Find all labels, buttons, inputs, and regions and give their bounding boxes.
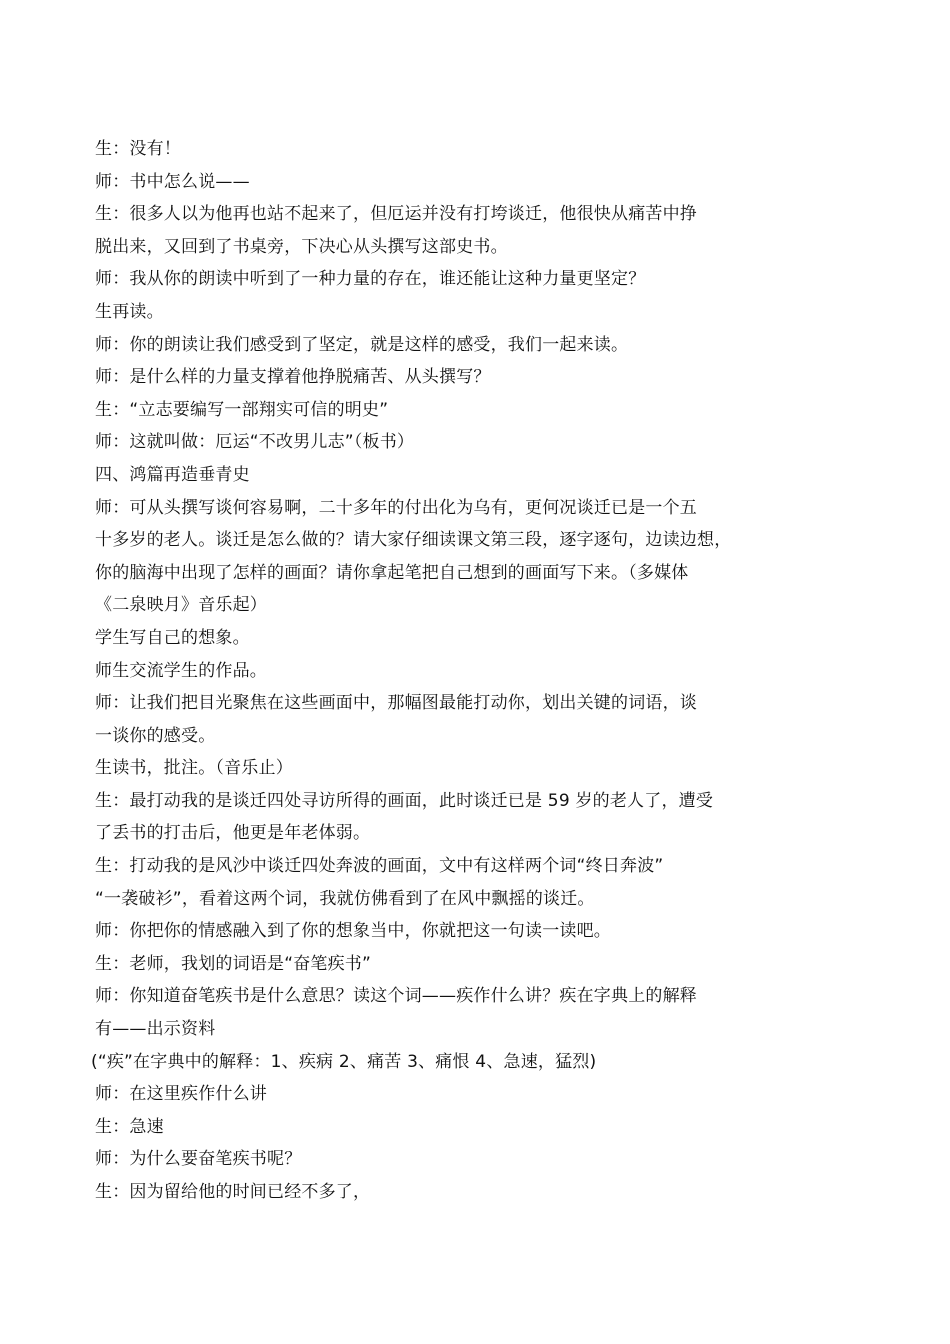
text-line: 师：你的朗读让我们感受到了坚定，就是这样的感受，我们一起来读。 bbox=[95, 334, 629, 355]
text-line: 十多岁的老人。谈迁是怎么做的？请大家仔细读课文第三段，逐字逐句，边读边想， bbox=[95, 530, 732, 551]
text-line: 师：我从你的朗读中听到了一种力量的存在，谁还能让这种力量更坚定？ bbox=[95, 269, 646, 290]
text-line: 一谈你的感受。 bbox=[95, 725, 216, 746]
text-line: 生：急速 bbox=[95, 1116, 164, 1137]
text-line: 生：打动我的是风沙中谈迁四处奔波的画面，文中有这样两个词“终日奔波” bbox=[95, 856, 664, 877]
dictionary-note: (“疾”在字典中的解释：1、疾病 2、痛苦 3、痛恨 4、急速，猛烈) bbox=[91, 1051, 597, 1072]
text-line: 师：让我们把目光聚焦在这些画面中，那幅图最能打动你，划出关键的词语，谈 bbox=[95, 693, 697, 714]
text-line: 生：老师，我划的词语是“奋笔疾书” bbox=[95, 953, 372, 974]
text-line: 师：你知道奋笔疾书是什么意思？读这个词——疾作什么讲？疾在字典上的解释 bbox=[95, 986, 697, 1007]
text-line: “一袭破衫”，看着这两个词，我就仿佛看到了在风中飘摇的谈迁。 bbox=[95, 888, 595, 909]
text-line: 生读书，批注。（音乐止） bbox=[95, 758, 293, 779]
text-line: 师生交流学生的作品。 bbox=[95, 660, 267, 681]
text-line: 师：为什么要奋笔疾书呢？ bbox=[95, 1149, 302, 1170]
text-line: 生：最打动我的是谈迁四处寻访所得的画面，此时谈迁已是 59 岁的老人了，遭受 bbox=[95, 790, 714, 811]
text-line: 师：在这里疾作什么讲 bbox=[95, 1084, 267, 1105]
text-line: 生：没有！ bbox=[95, 139, 181, 159]
text-line: 生：很多人以为他再也站不起来了，但厄运并没有打垮谈迁，他很快从痛苦中挣 bbox=[95, 204, 697, 225]
section-heading: 四、鸿篇再造垂青史 bbox=[95, 464, 250, 485]
text-line: 了丢书的打击后，他更是年老体弱。 bbox=[95, 823, 371, 844]
text-line: 师：书中怎么说—— bbox=[95, 171, 250, 192]
text-line: 生：“立志要编写一部翔实可信的明史” bbox=[95, 399, 389, 420]
text-line: 你的脑海中出现了怎样的画面？请你拿起笔把自己想到的画面写下来。（多媒体 bbox=[95, 562, 689, 583]
text-line: 师：你把你的情感融入到了你的想象当中，你就把这一句读一读吧。 bbox=[95, 921, 611, 942]
text-line: 师：可从头撰写谈何容易啊，二十多年的付出化为乌有，更何况谈迁已是一个五 bbox=[95, 497, 697, 518]
text-line: 有——出示资料 bbox=[95, 1019, 216, 1040]
text-line: 脱出来，又回到了书桌旁，下决心从头撰写这部史书。 bbox=[95, 236, 508, 257]
text-line: 生：因为留给他的时间已经不多了， bbox=[95, 1182, 371, 1202]
text-line: 师：这就叫做：厄运“不改男儿志”（板书） bbox=[95, 432, 415, 453]
text-line: 师：是什么样的力量支撑着他挣脱痛苦、从头撰写？ bbox=[95, 367, 491, 388]
text-line: 《二泉映月》音乐起） bbox=[95, 595, 267, 616]
text-line: 学生写自己的想象。 bbox=[95, 627, 250, 648]
text-line: 生再读。 bbox=[95, 301, 164, 322]
document-body bbox=[91, 133, 785, 1209]
